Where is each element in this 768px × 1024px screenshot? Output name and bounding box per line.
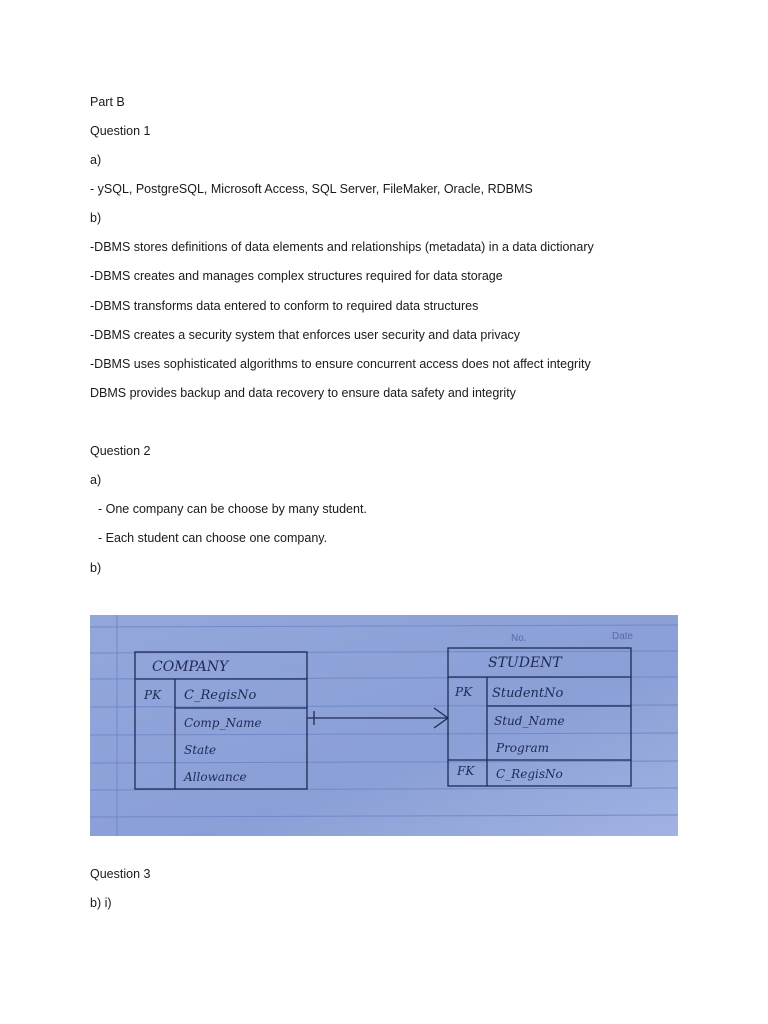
q1-b-item: -DBMS creates a security system that enforces user security and data privacy (90, 328, 521, 342)
q2-a-item: - One company can be choose by many student. (98, 502, 367, 516)
company-attr: C_RegisNo (184, 688, 257, 703)
question-2-title: Question 2 (90, 444, 151, 458)
q1-a-label: a) (90, 153, 102, 167)
company-entity-name: COMPANY (152, 659, 229, 675)
q1-a-answer: - ySQL, PostgreSQL, Microsoft Access, SQL Server, FileMaker, Oracle, RDBMS (90, 182, 533, 196)
q1-b-item: -DBMS transforms data entered to conform to required data structures (90, 299, 479, 313)
student-pk-label: PK (455, 685, 473, 699)
student-attr: Program (496, 741, 549, 755)
student-fk-label: FK (457, 764, 475, 778)
page-date-label: Date (612, 631, 634, 642)
q1-b-item: -DBMS uses sophisticated algorithms to ensure concurrent access does not affect integrity (90, 357, 591, 371)
question-1-title: Question 1 (90, 124, 151, 138)
erd-diagram (90, 615, 678, 836)
q2-a-item: - Each student can choose one company. (98, 531, 328, 545)
q2-b-label: b) (90, 561, 102, 575)
student-entity-name: STUDENT (488, 655, 562, 671)
company-pk-label: PK (144, 688, 162, 702)
q1-b-item: DBMS provides backup and data recovery to ensure data safety and integrity (90, 386, 516, 400)
q3-b-label: b) i) (90, 896, 112, 910)
part-title: Part B (90, 95, 125, 109)
company-attr: Allowance (184, 770, 247, 784)
student-attr: Stud_Name (494, 714, 565, 728)
q1-b-item: -DBMS stores definitions of data elements and relationships (metadata) in a data dictionary (90, 240, 594, 254)
q2-a-label: a) (90, 473, 102, 487)
student-attr: C_RegisNo (496, 767, 563, 781)
question-3-title: Question 3 (90, 867, 151, 881)
company-attr: State (184, 743, 217, 757)
q1-b-item: -DBMS creates and manages complex structures required for data storage (90, 269, 503, 283)
company-attr: Comp_Name (184, 716, 262, 730)
page-no-label: No. (511, 633, 527, 644)
q1-b-label: b) (90, 211, 102, 225)
student-attr: StudentNo (492, 686, 564, 701)
erd-photo (90, 615, 678, 836)
